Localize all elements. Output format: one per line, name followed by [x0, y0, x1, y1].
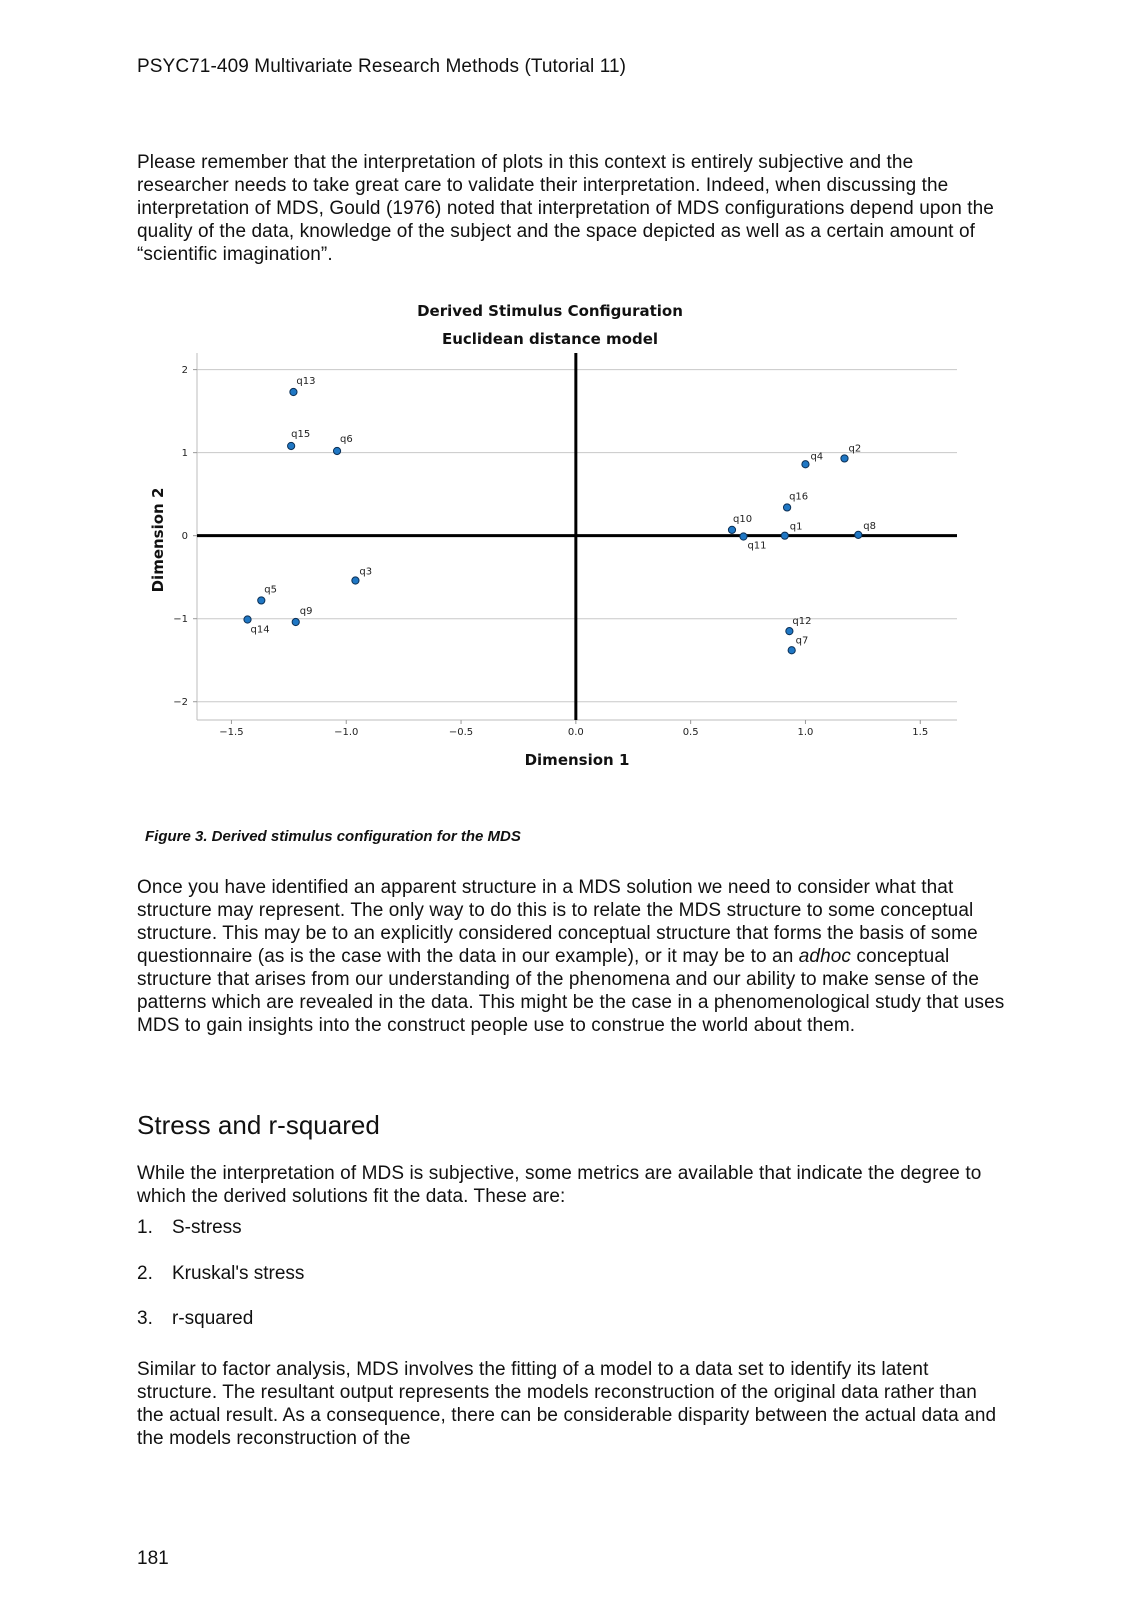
list-number: 2. — [137, 1263, 153, 1284]
list-text: Kruskal's stress — [172, 1263, 305, 1284]
data-point — [841, 455, 848, 462]
point-label: q1 — [789, 521, 803, 533]
page-header: PSYC71-409 Multivariate Research Methods (Tutorial 11) — [137, 56, 627, 77]
point-label: q13 — [296, 376, 316, 388]
x-tick-label: 0.5 — [682, 727, 699, 738]
tick-labels — [173, 365, 928, 738]
point-label: q15 — [291, 428, 311, 440]
point-label: q9 — [299, 606, 313, 618]
page-number: 181 — [137, 1548, 169, 1569]
data-point — [290, 388, 297, 395]
data-point — [258, 597, 265, 604]
point-label: q3 — [359, 566, 373, 578]
point-label: q7 — [795, 635, 809, 647]
point-label: q12 — [792, 616, 812, 628]
point-label: q4 — [810, 451, 824, 463]
list-number: 3. — [137, 1308, 153, 1329]
figure-caption: Figure 3. Derived stimulus configuration for the MDS — [145, 828, 521, 845]
data-point — [292, 618, 299, 625]
x-tick-label: −1.0 — [334, 727, 359, 738]
paragraph-text-after: conceptual structure that arises from our understanding of the phenomena and our ability to make sense of the patterns which are revealed in the data. This might be the case in a phenomenological study that uses MDS to gain insights into the construct people use to construe the world about them. — [137, 946, 1005, 1036]
y-tick-label: 1 — [181, 448, 188, 460]
list-item — [137, 1263, 304, 1285]
intro-paragraph: Please remember that the interpretation of plots in this context is entirely subjective and the researcher needs to take great care to validate their interpretation. Indeed, when discussing the interpretation of MDS, Gould (1976) noted that interpretation of MDS configurations depend upon the quality of the data, knowledge of the subject and the space depicted as well as a certain amount of “scientific imagination”. — [137, 152, 994, 265]
data-point — [288, 442, 295, 449]
x-tick-label: 1.5 — [912, 727, 929, 738]
x-axis-label: Dimension 1 — [524, 751, 630, 769]
point-label: q14 — [250, 624, 270, 636]
y-tick-label: −1 — [173, 614, 188, 626]
metrics-paragraph: While the interpretation of MDS is subjective, some metrics are available that indicate the degree to which the derived solutions fit the data. These are: — [137, 1163, 982, 1207]
data-point — [855, 531, 862, 538]
list-text: r-squared — [172, 1308, 254, 1329]
point-label: q11 — [747, 540, 767, 552]
point-label: q10 — [732, 513, 753, 525]
emphasis-adhoc: adhoc — [798, 946, 852, 967]
y-tick-label: −2 — [173, 697, 188, 709]
data-point — [333, 447, 340, 454]
data-point — [783, 504, 790, 511]
list-number: 1. — [137, 1217, 153, 1238]
section-heading: Stress and r-squared — [137, 1110, 380, 1140]
model-paragraph: Similar to factor analysis, MDS involves the fitting of a model to a data set to identify its latent structure. The resultant output represents the models reconstruction of the original data rather than the actual result. As a consequence, there can be considerable disparity between the actual data and the models reconstruction of the — [137, 1359, 997, 1449]
x-tick-label: −0.5 — [448, 727, 474, 738]
data-point — [802, 461, 809, 468]
plot-frame — [197, 353, 957, 720]
mds-scatter-plot — [140, 300, 980, 780]
y-tick-label: 2 — [181, 365, 188, 377]
list-text: S-stress — [172, 1217, 242, 1238]
x-tick-label: −1.5 — [219, 727, 244, 738]
data-point — [781, 532, 788, 539]
data-point — [786, 628, 793, 635]
structure-paragraph — [137, 876, 1007, 1037]
list-item — [137, 1308, 253, 1330]
point-label: q16 — [789, 491, 809, 503]
y-axis-label: Dimension 2 — [149, 487, 167, 593]
chart-title: Derived Stimulus Configuration — [417, 302, 683, 320]
point-label: q2 — [848, 443, 862, 455]
data-points — [244, 376, 876, 654]
data-point — [352, 577, 359, 584]
x-tick-label: 0.0 — [567, 727, 584, 738]
point-label: q5 — [264, 584, 278, 596]
y-tick-label: 0 — [181, 531, 188, 543]
data-point — [728, 526, 735, 533]
x-tick-label: 1.0 — [797, 727, 814, 738]
list-item — [137, 1217, 242, 1239]
point-label: q6 — [340, 433, 353, 445]
paragraph-text-before: Once you have identified an apparent structure in a MDS solution we need to consider what that structure may represent. The only way to do this is to relate the MDS structure to some conceptual structure. This may be to an explicitly considered conceptual structure that forms the basis of some questionnaire (as is the case with the data in our example), or it may be to an — [137, 877, 978, 967]
point-label: q8 — [863, 520, 876, 532]
chart-subtitle: Euclidean distance model — [441, 330, 659, 348]
data-point — [740, 533, 747, 540]
data-point — [244, 616, 251, 623]
data-point — [788, 647, 795, 654]
